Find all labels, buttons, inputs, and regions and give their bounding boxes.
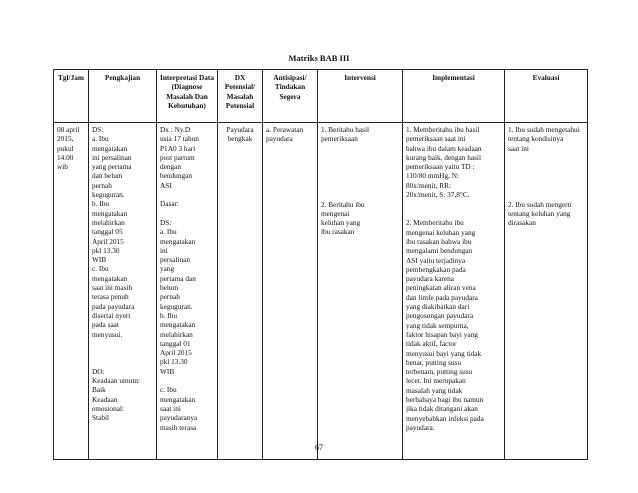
implementasi-item-1: 1. Memberitahu ibu hasil pemeriksaan saat ini bahwa ibu dalam keadaan kurang baik, dengan hasil pemeriksaan yaitu TD : 110/80 mmHg, N: 80x/menit, RR: 20x/menit, S: 37,8°C. [406,125,482,200]
intervensi-item-1: 1. Beritahu hasil pemeriksaan [321,125,370,144]
header-evaluasi: Evaluasi [505,70,588,123]
cell-antisipasi [263,123,318,460]
header-row [54,70,588,123]
cell-intervensi [318,123,403,460]
dx-text: Payudara bengkak [226,125,254,144]
intervensi-item-2: 2. Beritahu ibu mengenai keluhan yang ibu rasakan [321,199,365,237]
page-number: 67 [315,443,323,452]
header-tgl: Tgl/Jam [54,70,89,123]
table-row [54,123,588,460]
header-implementasi: Implementasi [403,70,505,123]
evaluasi-item-1: 1. Ibu sudah mengetahui tentang kondisinya saat ini [508,125,580,153]
header-interpretasi: Interpretasi Data (Diagnose Masalah Dan Kebutuhan) [157,70,218,123]
tgl-text: 08 april 2015, pukul 14.00 wib [57,125,80,172]
interpretasi-text: Dx : Ny.D usia 17 tahun P1A0 3 hari post partum dengan bendungan ASI Dasar: DS: a. Ibu mengatakan ini persalinan yang pertama dan belum pernah keguguran. b. Ibu mengatakan melahirkan tanggal 01 April 2015 pkl 13.30 WIB c. Ibu mengatakan saat ini payudaranya masih terasa [160,125,199,432]
evaluasi-item-2: 2. Ibu sudah mengerti tentang keluhan yang dirasakan [508,199,572,228]
page-title: Matriks BAB III [288,53,350,63]
antisipasi-text: a. Perawatan payudara [266,125,304,144]
matrix-table [53,69,588,460]
cell-pengkajian [89,123,157,460]
cell-implementasi [403,123,505,460]
cell-dx [218,123,263,460]
header-pengkajian: Pengkajian [89,70,157,123]
header-antisipasi: Antisipasi/ Tindakan Segera [263,70,318,123]
cell-interpretasi [157,123,218,460]
implementasi-item-2: 2. Memberitahu ibu mengenai keluhan yang ibu rasakan bahwa ibu mengalami bendungan ASI yaitu terjadinya pembengkakan pada payudara karena peningkatan aliran vena dan limfe pada payudara yang diakibatkan dari pengosongan payudara yang tidak sempurna, faktor hisapan bayi yang tidak aktif, factor menyusui bayi yang tidak benar, putting susu terbenam, putting susu lecet. Ini merupakan masalah yang tidak berbahaya bagi ibu namun jika tidak ditangani akan menyebabkan infeksi pada payudara. [406,218,484,432]
header-intervensi: Intervensi [318,70,403,123]
cell-evaluasi [505,123,588,460]
pengkajian-subjective: DS: a. Ibu mengatakan ini persalinan yang pertama dan belum pernah keguguran. b. Ibu mengatakan melahirkan tanggal 05 April 2015 pkl 13.30 WIB c. Ibu mengatakan saat ini masih terasa penuh pada payudara disertai nyeri pada saat menyusui. [92,125,135,339]
pengkajian-objective: DO: Keadaan umum: Baik Keadaan emosional: Stabil [92,366,141,423]
cell-tgl [54,123,89,460]
header-dx: DX Potensial/ Masalah Potensial [218,70,263,123]
